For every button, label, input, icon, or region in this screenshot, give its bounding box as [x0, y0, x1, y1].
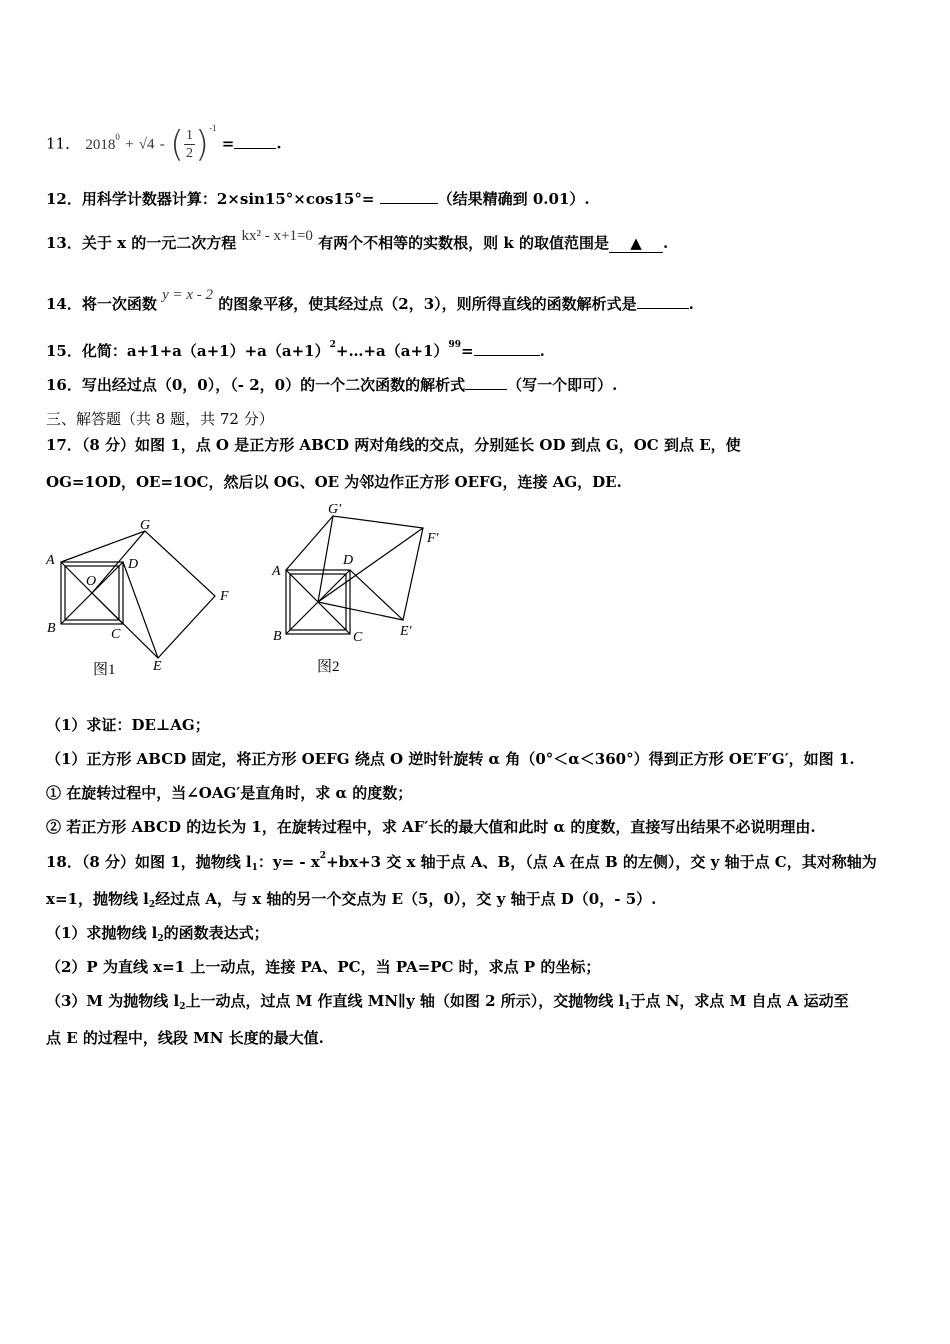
question-text: 12．用科学计数器计算：2×sin15°×cos15°= [46, 190, 380, 208]
square-oefg-rotated [318, 516, 423, 620]
question-tail: （写一个即可）. [507, 376, 618, 394]
text: 经过点 A，与 x 轴的另一个交点为 E（5，0），交 y 轴于点 D（0，- 5）. [155, 890, 657, 908]
text: +bx+3 交 x 轴于点 A、B，（点 A 在点 B 的左侧），交 y 轴于点 C，其对称轴为 [326, 853, 877, 871]
question-text: 16．写出经过点（0，0），（- 2，0）的一个二次函数的解析式 [46, 376, 466, 394]
question-text-2: 有两个不相等的实数根，则 k 的取值范围是 [318, 234, 609, 252]
period: . [688, 295, 694, 313]
label-b: B [273, 629, 282, 644]
text: （3）M 为抛物线 l [46, 992, 180, 1010]
question-text-2: +…+a（a+1） [335, 342, 449, 360]
q17-part-4: ② 若正方形 ABCD 的边长为 1，在旋转过程中，求 AF′长的最大值和此时 α 的度数，直接写出结果不必说明理由. [46, 818, 816, 836]
diagonal-of [318, 528, 423, 602]
superscript: 2 [319, 851, 327, 861]
question-15 [46, 340, 545, 361]
text: 于点 N，求点 M 自点 A 运动至 [630, 992, 849, 1010]
label-o: O [86, 574, 97, 589]
label-b: B [47, 621, 56, 636]
period: . [663, 234, 669, 252]
question-11: 11． 2018$^0$ + √4 - ( $\frac{1}{2}$ )$^{-1}$ = . [46, 122, 282, 165]
equation: kx² - x+1=0 [241, 228, 313, 244]
text: 18．（8 分）如图 1，抛物线 l [46, 853, 252, 871]
question-text: 13．关于 x 的一元二次方程 [46, 234, 237, 252]
label-c: C [353, 630, 363, 645]
question-tail: （结果精确到 0.01）. [437, 190, 590, 208]
text: x=1，抛物线 l [46, 890, 149, 908]
figure-1-caption: 图1 [93, 662, 116, 678]
minus-sign: - [159, 136, 165, 153]
label-f: F′ [427, 531, 439, 546]
question-14 [46, 287, 694, 314]
left-paren: ( [169, 124, 185, 165]
subscript: 2 [179, 1002, 186, 1012]
question-13 [46, 228, 669, 253]
segment-de [123, 562, 158, 658]
q17-part-1: （1）求证：DE⊥AG； [46, 716, 210, 734]
figure-1 [40, 510, 240, 685]
q18-line-1 [46, 851, 877, 872]
superscript: 2 [329, 340, 336, 350]
text: ：y= - x [257, 853, 320, 871]
segment-de [350, 570, 403, 620]
q17-part-3: ① 在旋转过程中，当∠OAG′是直角时，求 α 的度数； [46, 784, 413, 802]
text: （1）求抛物线 l [46, 924, 158, 942]
plus-sign: + [125, 136, 134, 153]
answer-blank [380, 203, 438, 204]
text: 上一动点，过点 M 作直线 MN∥y 轴（如图 2 所示），交抛物线 l [185, 992, 625, 1010]
subscript: 1 [624, 1002, 631, 1012]
math-base: 2018$^0$ [85, 131, 120, 153]
equation: y = x - 2 [162, 287, 214, 303]
label-d: D [128, 557, 139, 572]
subscript: 2 [148, 900, 156, 910]
question-number: 11． [46, 134, 81, 153]
right-paren: ) [195, 124, 210, 165]
period: . [539, 342, 545, 360]
label-g: G [140, 518, 151, 533]
answer-blank [609, 234, 663, 253]
question-12 [46, 188, 590, 209]
label-d: D [343, 553, 354, 568]
label-e: E′ [400, 624, 412, 639]
q17-line-2: OG=1OD，OE=1OC，然后以 OG、OE 为邻边作正方形 OEFG，连接 AG，DE. [46, 473, 622, 491]
answer-blank [465, 389, 507, 390]
answer-blank [637, 308, 689, 309]
figure-2-caption: 图2 [317, 659, 340, 675]
answer-blank [474, 355, 540, 356]
segment-ag [286, 516, 333, 570]
figure-2 [265, 500, 465, 680]
question-text: 15．化简：a+1+a（a+1）+a（a+1） [46, 342, 330, 360]
q18-part-2: （2）P 为直线 x=1 上一动点，连接 PA、PC，当 PA=PC 时，求点 P 的坐标； [46, 958, 601, 976]
fraction: $\frac{1}{2}$ [186, 128, 194, 161]
text: 的函数表达式； [163, 924, 269, 942]
label-f: F [220, 589, 229, 604]
q17-line-1: 17．（8 分）如图 1，点 O 是正方形 ABCD 两对角线的交点，分别延长 OD 到点 G，OC 到点 E，使 [46, 436, 741, 454]
exponent: -1 [209, 122, 217, 133]
q18-part-1 [46, 922, 269, 943]
label-g: G′ [328, 502, 342, 517]
superscript: 99 [448, 340, 462, 350]
label-a: A [272, 564, 281, 579]
question-text-2: 的图象平移，使其经过点（2，3），则所得直线的函数解析式是 [218, 295, 637, 313]
subscript: 2 [157, 934, 164, 944]
label-a: A [46, 553, 55, 568]
q17-part-2: （1）正方形 ABCD 固定，将正方形 OEFG 绕点 O 逆时针旋转 α 角（0°＜α＜360°）得到正方形 OE′F′G′，如图 1. [46, 750, 855, 768]
equals-sign: = [461, 342, 474, 360]
q18-part-4: 点 E 的过程中，线段 MN 长度的最大值. [46, 1029, 324, 1047]
q18-line-2 [46, 888, 656, 909]
section-heading: 三、解答题（共 8 题，共 72 分） [46, 410, 274, 428]
label-e: E [153, 659, 162, 674]
subscript: 1 [251, 863, 258, 873]
answer-blank [234, 148, 276, 149]
equals-sign: = [221, 134, 235, 153]
question-16 [46, 374, 617, 395]
q18-part-3 [46, 990, 849, 1011]
label-c: C [111, 627, 121, 642]
question-text: 14．将一次函数 [46, 295, 157, 313]
sqrt-term: √4 [138, 136, 155, 153]
triangle-icon: ▲ [630, 234, 642, 252]
